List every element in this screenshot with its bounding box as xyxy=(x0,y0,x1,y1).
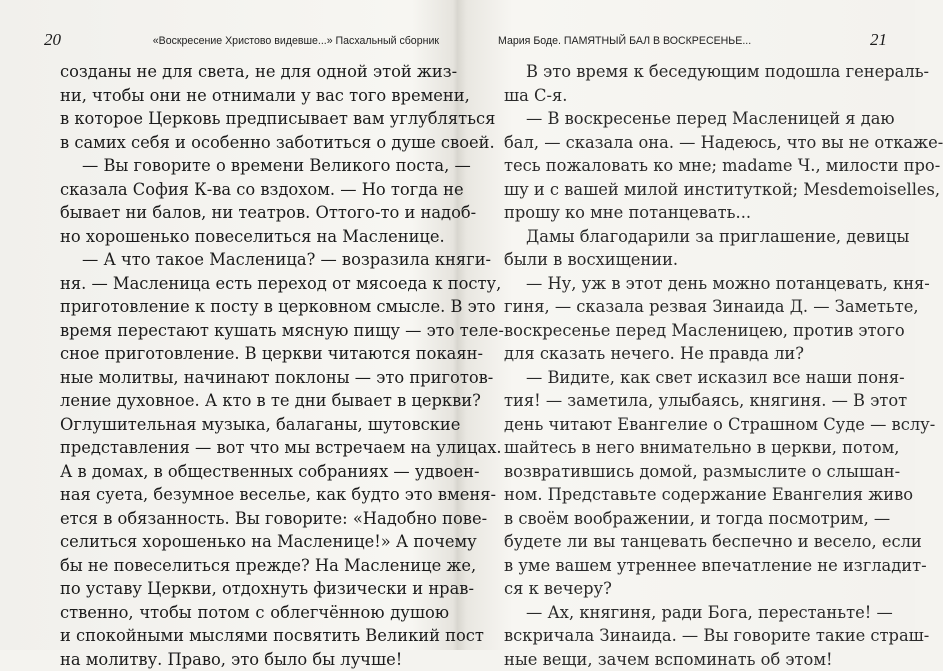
text-line: представления — вот что мы встречаем на улицах. xyxy=(60,436,449,460)
text-line: ная суета, безумное веселье, как будто это вменя- xyxy=(60,483,449,507)
text-line: — Вы говорите о времени Великого поста, — xyxy=(60,154,449,178)
text-line: селиться хорошенько на Масленице!» А почему xyxy=(60,530,449,554)
text-line: шу и с вашей милой институткой; Mesdemoiselles, xyxy=(504,178,879,202)
text-line: и спокойными мыслями посвятить Великий пост xyxy=(60,624,449,648)
text-line: бал, — сказала она. — Надеюсь, что вы не откаже- xyxy=(504,131,879,155)
text-line: ном. Представьте содержание Евангелия живо xyxy=(504,483,879,507)
left-page xyxy=(0,0,457,650)
text-line: ся к вечеру? xyxy=(504,577,879,601)
text-line: сказала София К-ва со вздохом. — Но тогда не xyxy=(60,178,449,202)
text-line: ные вещи, зачем вспоминать об этом! xyxy=(504,648,879,671)
page-number: 21 xyxy=(870,30,887,50)
left-page-body xyxy=(60,60,449,671)
text-line: день читают Евангелие о Страшном Суде — вслу- xyxy=(504,413,879,437)
text-line: В это время к беседующим подошла генераль- xyxy=(504,60,879,84)
text-line: воскресенье перед Масленицею, против этого xyxy=(504,319,879,343)
text-line: тесь пожаловать ко мне; madame Ч., милости про- xyxy=(504,154,879,178)
text-line: в уме вашем утреннее впечатление не изгладит- xyxy=(504,554,879,578)
text-line: вскричала Зинаида. — Вы говорите такие страш- xyxy=(504,624,879,648)
text-line: — Видите, как свет исказил все наши поня- xyxy=(504,366,879,390)
text-line: — В воскресенье перед Масленицей я даю xyxy=(504,107,879,131)
text-line: бы не повеселиться прежде? На Масленице же, xyxy=(60,554,449,578)
right-page xyxy=(458,0,915,650)
text-line: в самих себя и особенно заботиться о душе своей. xyxy=(60,131,449,155)
text-line: будете ли вы танцевать беспечно и весело, если xyxy=(504,530,879,554)
text-line: ни, чтобы они не отнимали у вас того времени, xyxy=(60,84,449,108)
text-line: но хорошенько повеселиться на Масленице. xyxy=(60,225,449,249)
text-line: тия! — заметила, улыбаясь, княгиня. — В этот xyxy=(504,389,879,413)
text-line: время перестают кушать мясную пищу — это теле- xyxy=(60,319,449,343)
right-page-header xyxy=(498,34,887,54)
text-line: Дамы благодарили за приглашение, девицы xyxy=(504,225,879,249)
page-number: 20 xyxy=(44,30,61,50)
running-head: Мария Боде. ПАМЯТНЫЙ БАЛ В ВОСКРЕСЕНЬЕ... xyxy=(498,35,751,47)
text-line: шайтесь в него внимательно в церкви, потом, xyxy=(504,436,879,460)
text-line: были в восхищении. xyxy=(504,248,879,272)
text-line: Оглушительная музыка, балаганы, шутовские xyxy=(60,413,449,437)
text-line: в своём воображении, и тогда посмотрим, — xyxy=(504,507,879,531)
text-line: — Ну, уж в этот день можно потанцевать, кня- xyxy=(504,272,879,296)
text-line: А в домах, в общественных собраниях — удвоен- xyxy=(60,460,449,484)
text-line: — А что такое Масленица? — возразила княги- xyxy=(60,248,449,272)
text-line: ление духовное. А кто в те дни бывает в церкви? xyxy=(60,389,449,413)
text-line: возвратившись домой, размыслите о слышан- xyxy=(504,460,879,484)
right-page-body xyxy=(504,60,879,671)
text-line: ственно, чтобы потом с облегчённою душою xyxy=(60,601,449,625)
text-line: — Ах, княгиня, ради Бога, перестаньте! — xyxy=(504,601,879,625)
text-line: прошу ко мне потанцевать... xyxy=(504,201,879,225)
text-line: сное приготовление. В церкви читаются покаян- xyxy=(60,342,449,366)
text-line: ется в обязанность. Вы говорите: «Надобно пове- xyxy=(60,507,449,531)
running-head: «Воскресение Христово видевше...» Пасхальный сборник xyxy=(153,35,439,47)
left-page-header xyxy=(44,34,439,54)
text-line: приготовление к посту в церковном смысле. В это xyxy=(60,295,449,319)
text-line: гиня, — сказала резвая Зинаида Д. — Заметьте, xyxy=(504,295,879,319)
text-line: в которое Церковь предписывает вам углубляться xyxy=(60,107,449,131)
text-line: по уставу Церкви, отдохнуть физически и нрав- xyxy=(60,577,449,601)
text-line: ша С-я. xyxy=(504,84,879,108)
text-line: созданы не для света, не для одной этой жиз- xyxy=(60,60,449,84)
text-line: ные молитвы, начинают поклоны — это приготов- xyxy=(60,366,449,390)
text-line: бывает ни балов, ни театров. Оттого-то и надоб- xyxy=(60,201,449,225)
text-line: на молитву. Право, это было бы лучше! xyxy=(60,648,449,671)
text-line: для сказать нечего. Не правда ли? xyxy=(504,342,879,366)
text-line: ня. — Масленица есть переход от мясоеда к посту, xyxy=(60,272,449,296)
